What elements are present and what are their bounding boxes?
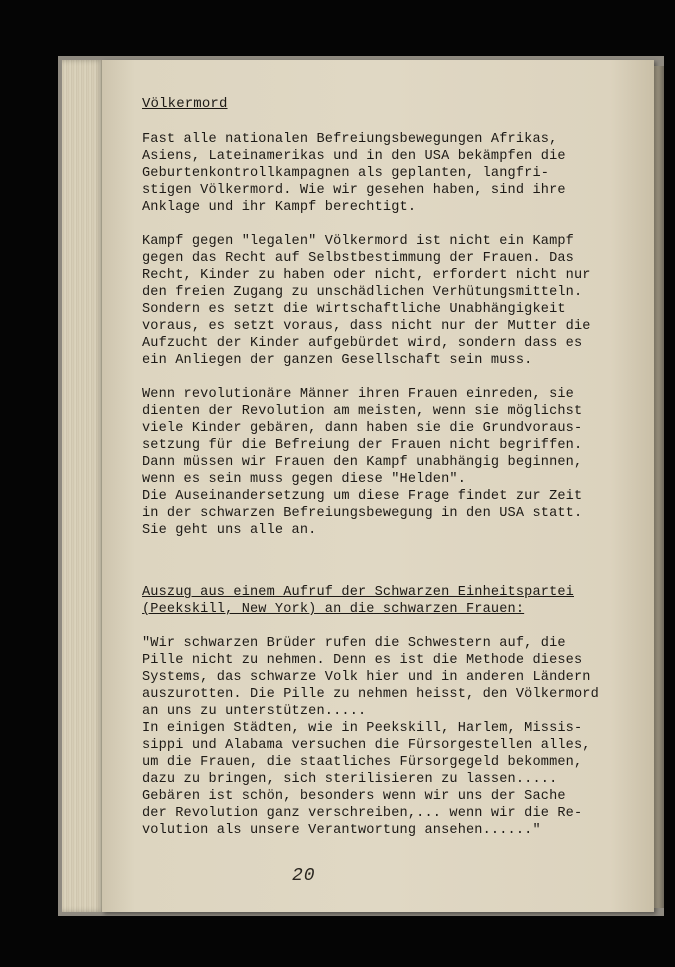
page-stack-edge [62,60,104,912]
quote-block: "Wir schwarzen Brüder rufen die Schwestern auf, die Pille nicht zu nehmen. Denn es ist die Methode dieses Systems, das schwarze Volk hier und in anderen Ländern auszurotten. Die Pille zu nehmen heisst, den Völkermord an uns zu unterstützen..... In einigen Städten, wie in Peekskill, Harlem, Missis- sippi und Alabama versuchen die Fürsorgestellen alles, um die Frauen, die staatliches Fürsorgegeld bekommen, dazu zu bringen, sich sterilisieren zu lassen..... Gebären ist schön, besonders wenn wir uns der Sache der Revolution ganz verschreiben,... wenn wir die Re- volution als unsere Verantwortung ansehen......" [142,636,599,838]
book-spine [654,66,664,908]
page-number: 20 [292,866,316,886]
page-content [142,96,612,839]
paragraph-3: Wenn revolutionäre Männer ihren Frauen einreden, sie dienten der Revolution am meisten, wenn sie möglichst viele Kinder gebären, dann haben sie die Grundvoraus- setzung für die Befreiung der Frauen nicht begriffen. Dann müssen wir Frauen den Kampf unabhängig beginnen, wenn es sein muss gegen diese "Helden". Die Auseinandersetzung um diese Frage findet zur Zeit in der schwarzen Befreiungsbewegung in den USA statt. Sie geht uns alle an. [142,387,583,538]
document-page [102,60,654,912]
paragraph-2: Kampf gegen "legalen" Völkermord ist nicht ein Kampf gegen das Recht auf Selbstbestimmung der Frauen. Das Recht, Kinder zu haben oder nicht, erfordert nicht nur den freien Zugang zu unschädlichen Verhütungsmitteln. Sondern es setzt die wirtschaftliche Unabhängigkeit voraus, es setzt voraus, dass nicht nur der Mutter die Aufzucht der Kinder aufgebürdet wird, sondern dass es ein Anliegen der ganzen Gesellschaft sein muss. [142,234,591,368]
section-heading: Völkermord [142,96,228,112]
excerpt-title: Auszug aus einem Aufruf der Schwarzen Einheitspartei (Peekskill, New York) an die schwarzen Frauen: [142,585,574,617]
paragraph-1: Fast alle nationalen Befreiungsbewegungen Afrikas, Asiens, Lateinamerikas und in den USA bekämpfen die Geburtenkontrollkampagnen als geplanten, langfri- stigen Völkermord. Wie wir gesehen haben, sind ihre Anklage und ihr Kampf berechtigt. [142,132,566,215]
